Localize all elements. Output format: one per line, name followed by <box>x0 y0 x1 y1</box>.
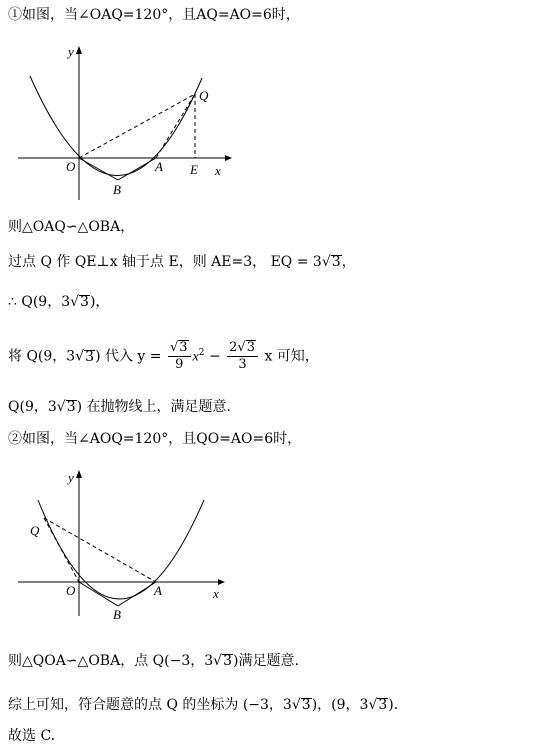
label-O: O <box>66 583 76 598</box>
segment-BA <box>118 158 156 180</box>
part2-line2: 综上可知，符合题意的点 Q 的坐标为 (−3，3√3)，(9，3√3)． <box>8 697 408 713</box>
x-axis-arrow <box>225 155 232 161</box>
segment-OB <box>79 582 118 606</box>
label-x: x <box>213 586 219 601</box>
part1-line5: Q(9，3√3) 在抛物线上，满足题意. <box>8 399 231 415</box>
figure-1 <box>10 40 250 205</box>
part1-line1: 则△OAQ∽△OBA， <box>8 219 135 235</box>
y-axis-arrow <box>76 46 82 54</box>
label-Q: Q <box>199 88 209 103</box>
x-axis-arrow <box>218 579 225 585</box>
label-Q: Q <box>30 523 40 538</box>
parabola <box>38 500 204 599</box>
label-A: A <box>154 583 162 598</box>
fraction-1: $\frac{√3}{9}$ <box>168 340 191 373</box>
segment-QO <box>44 518 79 582</box>
label-E: E <box>190 162 198 177</box>
segment-QA <box>44 518 156 582</box>
label-B: B <box>113 182 121 197</box>
segment-OB <box>79 158 118 180</box>
label-A: A <box>155 159 163 174</box>
label-y: y <box>68 44 74 59</box>
label-y: y <box>68 470 74 485</box>
part2-heading: ②如图，当∠AOQ=120°，且QO=AO=6时， <box>8 431 302 447</box>
part2-line1: 则△QOA∽△OBA，点 Q(−3，3√3)满足题意. <box>8 653 299 669</box>
answer: 故选 C. <box>8 728 56 744</box>
part1-line4: 将 Q(9，3√3) 代入 y = $\frac{√3}{9}$ $x^2$ − $\frac{2√3}{3}$ x 可知， <box>8 340 319 372</box>
part1-line2: 过点 Q 作 QE⊥x 轴于点 E，则 AE=3， EQ = 3√3， <box>8 254 356 270</box>
figure-2 <box>10 466 250 626</box>
label-x: x <box>215 163 221 178</box>
part1-line3: ∴ Q(9，3√3)， <box>8 294 110 310</box>
part1-heading: ①如图，当∠OAQ=120°，且AQ=AO=6时， <box>8 7 300 23</box>
label-B: B <box>113 607 121 622</box>
segment-BA <box>118 582 156 606</box>
y-axis-arrow <box>76 470 82 478</box>
fraction-2: $\frac{2√3}{3}$ <box>227 340 258 373</box>
label-O: O <box>66 159 76 174</box>
